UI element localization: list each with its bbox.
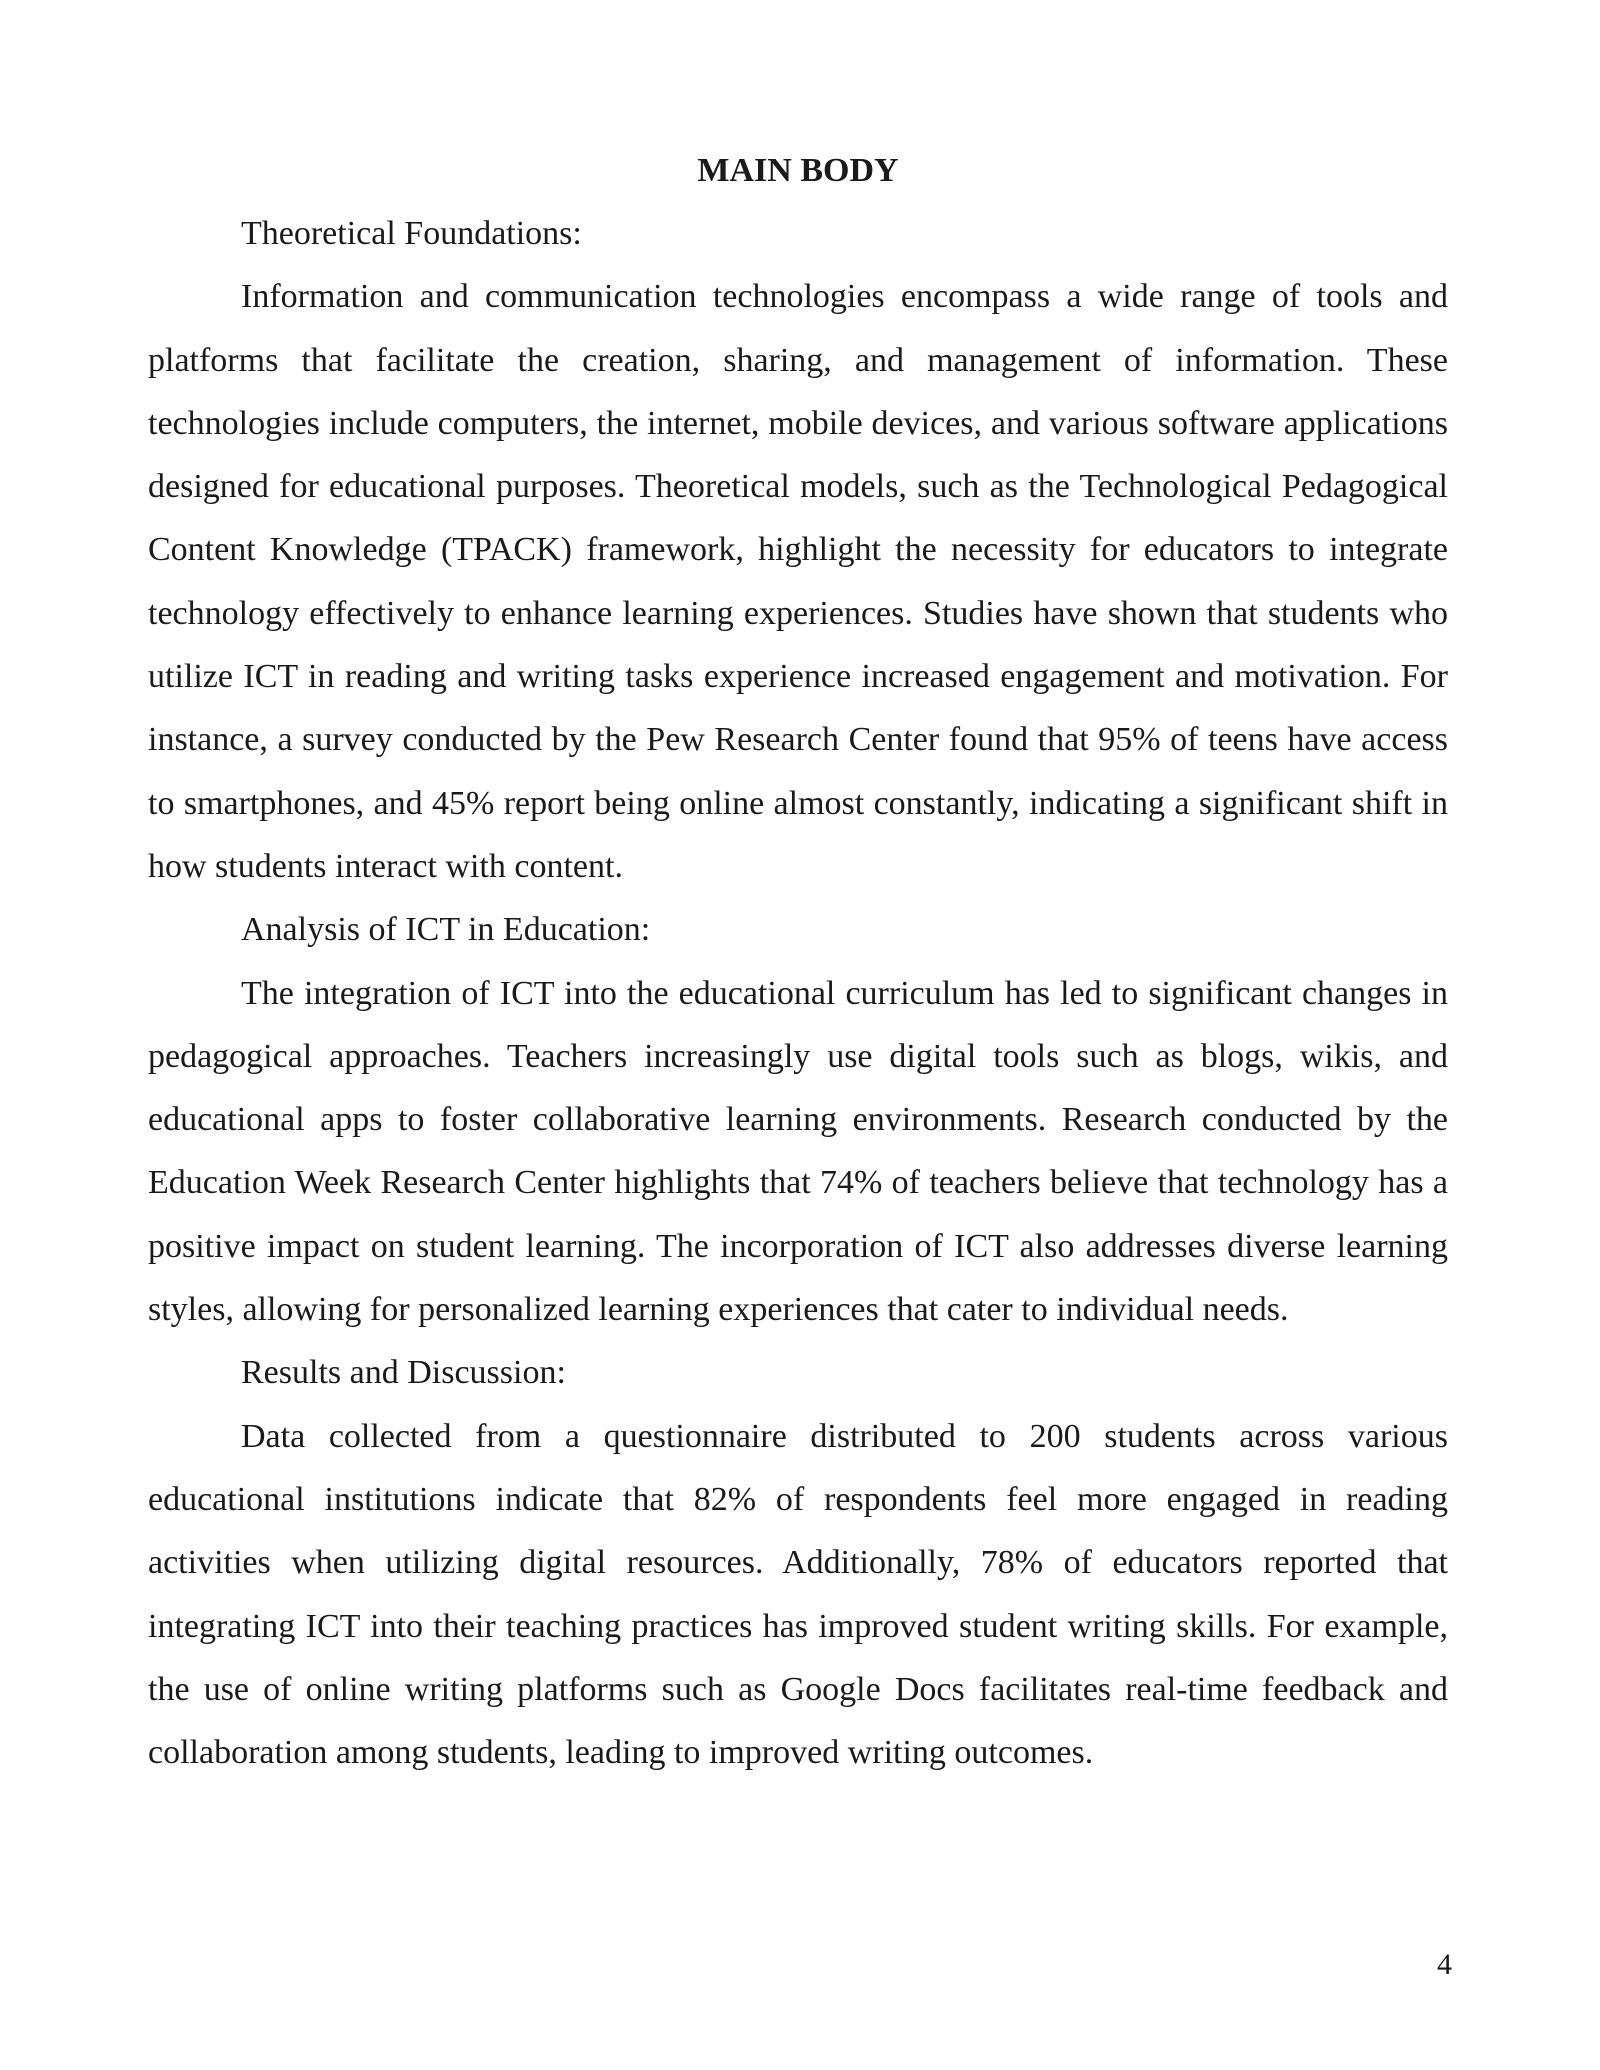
paragraph-results-and-discussion: Data collected from a questionnaire distributed to 200 students across various educational institutions indicate that 82% of respondents feel more engaged in reading activities when utilizing digital resources. Additionally, 78% of educators reported that integrating ICT into their teaching practices has improved student writing skills. For example, the use of online writing platforms such as Google Docs facilitates real-time feedback and collaboration among students, leading to improved writing outcomes.: [148, 1417, 1448, 1772]
page-content: [148, 140, 1448, 1784]
paragraph-theoretical-foundations: Information and communication technologies encompass a wide range of tools and platforms that facilitate the creation, sharing, and management of information. These technologies include computers, the internet, mobile devices, and various software applications designed for educational purposes. Theoretical models, such as the Technological Pedagogical Content Knowledge (TPACK) framework, highlight the necessity for educators to integrate technology effectively to enhance learning experiences. Studies have shown that students who utilize ICT in reading and writing tasks experience increased engagement and motivation. For instance, a survey conducted by the Pew Research Center found that 95% of teens have access to smartphones, and 45% report being online almost constantly, indicating a significant shift in how students interact with content.: [148, 278, 1448, 885]
section-heading-analysis-of-ict: Analysis of ICT in Education:: [241, 911, 651, 949]
section-heading-theoretical-foundations: Theoretical Foundations:: [241, 215, 582, 252]
section-heading-results-and-discussion: Results and Discussion:: [241, 1354, 566, 1392]
page-title: MAIN BODY: [697, 152, 899, 189]
page-number: 4: [1437, 1948, 1452, 1981]
paragraph-analysis-of-ict: The integration of ICT into the educational curriculum has led to significant changes in pedagogical approaches. Teachers increasingly use digital tools such as blogs, wikis, and educational apps to foster collaborative learning environments. Research conducted by the Education Week Research Center highlights that 74% of teachers believe that technology has a positive impact on student learning. The incorporation of ICT also addresses diverse learning styles, allowing for personalized learning experiences that cater to individual needs.: [148, 974, 1448, 1329]
